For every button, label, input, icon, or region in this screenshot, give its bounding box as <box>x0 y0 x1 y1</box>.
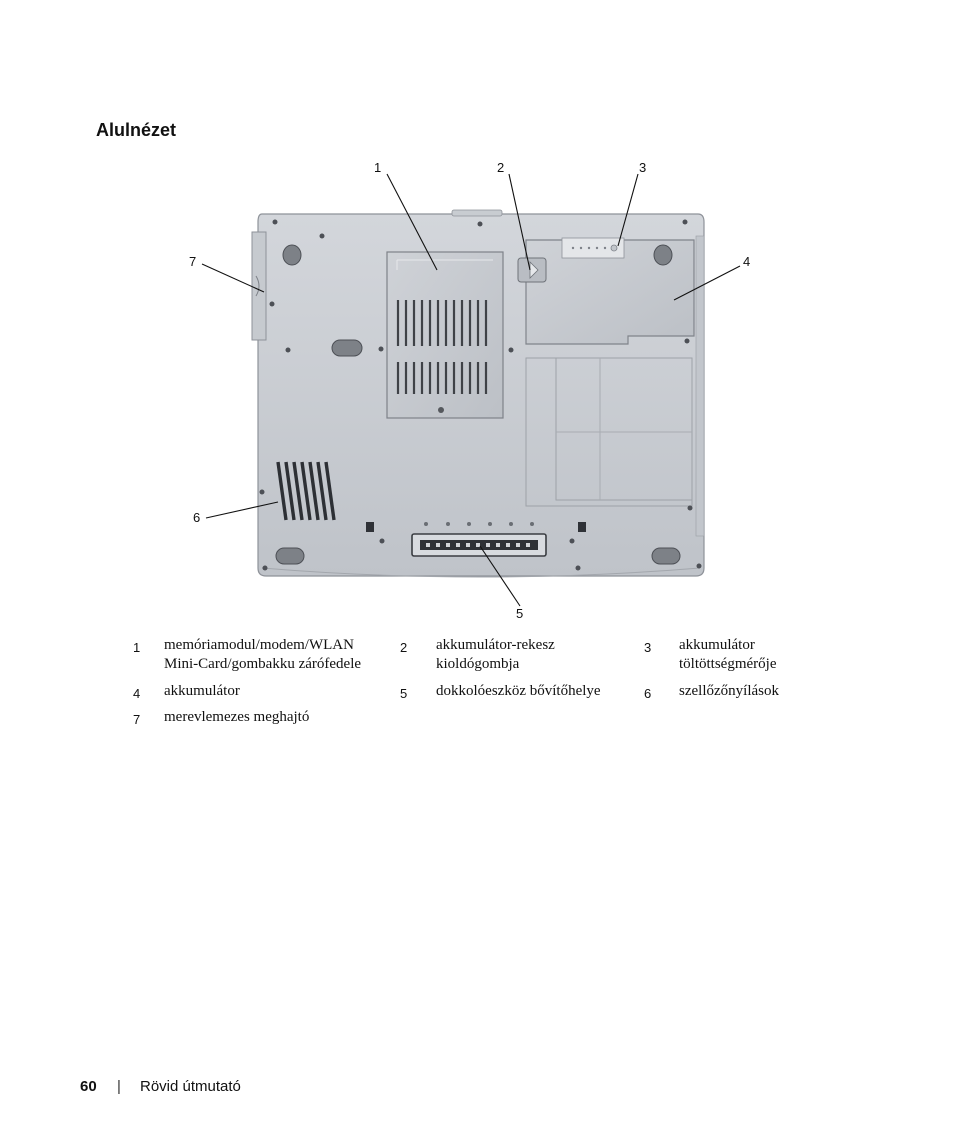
legend-num: 5 <box>400 686 408 701</box>
legend-text: akkumulátor <box>164 683 240 699</box>
legend-text: akkumulátor töltöttségmérője <box>679 637 777 672</box>
footer-title: Rövid útmutató <box>140 1078 241 1095</box>
page-number: 60 <box>80 1078 97 1095</box>
legend-text: szellőzőnyílások <box>679 683 779 699</box>
legend-text: akkumulátor-rekesz kioldógombja <box>436 637 555 672</box>
legend-num: 2 <box>400 640 408 655</box>
legend-num: 3 <box>644 640 652 655</box>
legend-num: 1 <box>133 640 141 655</box>
callout-4: 4 <box>743 254 751 269</box>
legend-num: 6 <box>644 686 652 701</box>
legend-text: memóriamodul/modem/WLAN Mini-Card/gombakku zárófedele <box>164 637 362 672</box>
legend-text: merevlemezes meghajtó <box>164 709 310 725</box>
callout-3: 3 <box>639 160 647 175</box>
callout-2: 2 <box>497 160 505 175</box>
callout-1: 1 <box>374 160 382 175</box>
legend-text: dokkolóeszköz bővítőhelye <box>436 683 601 699</box>
footer-separator: | <box>117 1078 121 1095</box>
legend-num: 4 <box>133 686 141 701</box>
legend-num: 7 <box>133 712 141 727</box>
callout-5: 5 <box>516 606 524 621</box>
section-title: Alulnézet <box>96 120 177 140</box>
callout-7: 7 <box>189 254 197 269</box>
callout-6: 6 <box>193 510 201 525</box>
